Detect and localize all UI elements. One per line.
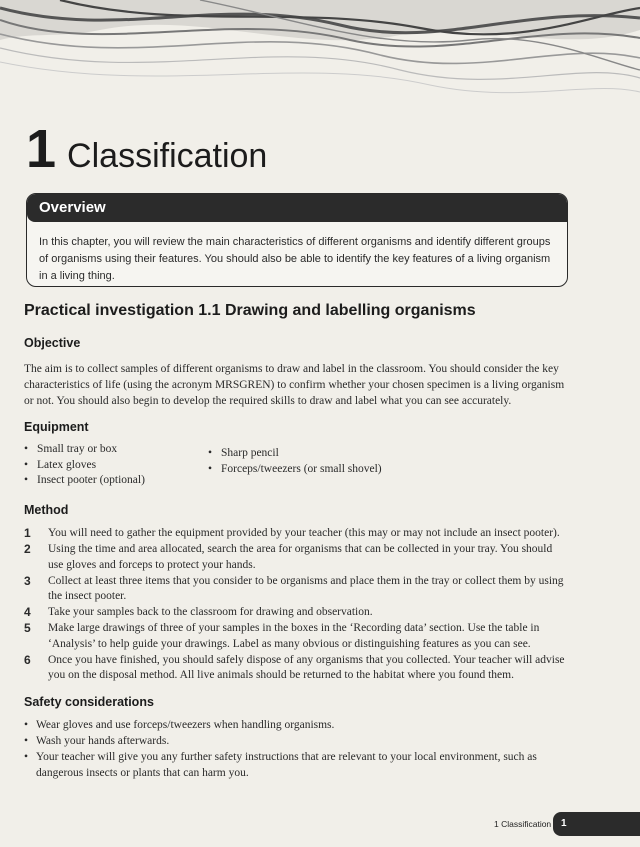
equipment-heading: Equipment [24,420,89,434]
objective-heading: Objective [24,336,81,350]
chapter-number: 1 [26,119,56,179]
chapter-title: Classification [67,137,268,175]
equipment-list-left [24,442,145,489]
method-step: 2 Using the time and area allocated, search the area for organisms that can be collected in your tray. You should use gloves and forceps to protect your hands. [24,542,553,571]
wave-banner-decoration [0,0,640,110]
equipment-list-right [208,446,382,477]
safety-heading: Safety considerations [24,695,154,709]
method-heading: Method [24,503,69,517]
overview-heading: Overview [27,194,567,222]
method-step: 5 Make large drawings of three of your samples in the boxes in the ‘Recording data’ section. Use the table in ‘Analysis’ to help guide your drawings. Label as many obvious or distinguishing features as you can see. [24,621,540,650]
list-item: • Wear gloves and use forceps/tweezers when handling organisms. [24,717,564,733]
list-item: • Wash your hands afterwards. [24,733,564,749]
method-steps [24,526,570,684]
overview-box [26,193,568,287]
footer-chapter-label: 1 Classification [494,819,552,829]
method-step: 4 Take your samples back to the classroom for drawing and observation. [24,605,373,619]
page-number-tab [553,812,640,836]
method-step: 6 Once you have finished, you should safely dispose of any organisms that you collected. Your teacher will advise you on the disposal method. All live animals should be returned to the habitat where you found them. [24,652,565,681]
list-item: • Your teacher will give you any further safety instructions that are relevant to your local environment, such as dangerous insects or plants that can harm you. [24,749,564,781]
overview-text: In this chapter, you will review the main characteristics of different organisms and identify different groups of organisms using their features. You should also be able to identify the key features of a living organism in a living thing. [39,236,551,282]
list-item: • Insect pooter (optional) [24,473,145,489]
method-step: 3 Collect at least three items that you consider to be organisms and place them in the tray or collect them by using the insect pooter. [24,573,564,602]
safety-list [24,717,564,781]
method-step: 1 You will need to gather the equipment provided by your teacher (this may or may not include an insect pooter). [24,526,560,540]
objective-text: The aim is to collect samples of different organisms to draw and label in the classroom. You should consider the key characteristics of life (using the acronym MRSGREN) to confirm whether your chosen specimen is a living organism or not. You should also begin to develop the required skills to draw and label what you can see accurately. [24,363,565,407]
list-item: • Sharp pencil [208,446,382,462]
practical-heading: Practical investigation 1.1 Drawing and labelling organisms [24,302,476,319]
chapter-heading [26,118,267,180]
list-item: • Latex gloves [24,458,145,474]
list-item: • Forceps/tweezers (or small shovel) [208,462,382,478]
page-number: 1 [561,818,567,829]
list-item: • Small tray or box [24,442,145,458]
